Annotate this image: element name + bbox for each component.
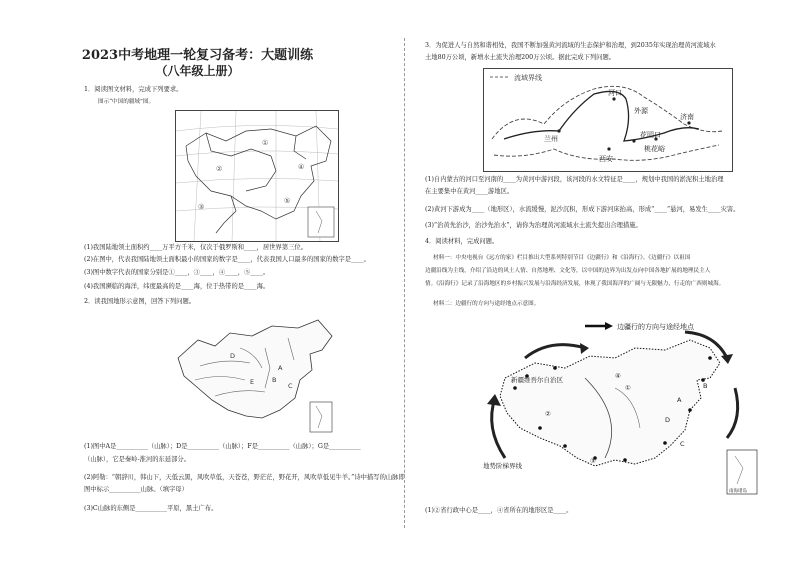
q1-question-b: (2)在图中，代表我国陆地领土面积最小的国家的数字是____，代表我国人口最多的国家的数字是____。 [84,256,370,263]
q1-question-d: (4)我国濒临的海洋，纬度最高的是____海，位于热带的是____海。 [84,283,270,290]
q3-stem: 3．为促进人与自然和谐相处，我国不断加强黄河流域的生态保护和治理，到2035年实现治理黄河流域水 [425,42,716,49]
yr-label-jinan: 济南 [680,113,694,121]
map1-label-5: ⑤ [284,197,291,205]
q2-stem: 2．读我国地形示意图，回答下列问题。 [84,298,196,305]
china-territory-map [175,110,339,242]
tour-label-a: A [677,396,682,404]
tour-label-d: D [665,416,671,424]
q2-question-a: (1)图中A是__________（山脉）；D是__________（山脉）；F是__________（山脉）；G是__________ [84,443,361,450]
column-divider [404,38,405,528]
tour-label-c: C [680,440,685,448]
q1-question-a: (1)我国陆地领土面积约____万平方千米，仅次于俄罗斯和____，居世界第三位。 [84,244,308,251]
yr-label-taohuayu: 桃花峪 [644,145,665,153]
tour-label-1: ① [625,384,631,392]
terrain-label-d: D [230,352,236,360]
q1-map-caption: 图示“中国的疆域”图。 [98,99,155,105]
terrain-south-sea-inset [310,402,332,432]
q3-stem-2: 土地80万公顷，新增水土流失治理200万公顷。据此完成下列问题。 [425,54,616,61]
map1-label-3: ③ [198,203,205,211]
terrain-label-a: A [278,364,283,372]
basin-legend-text: 流域界线 [514,74,542,82]
map1-label-1: ① [262,139,269,147]
yr-label-hekou: 河口 [608,89,622,97]
yellow-river-map [483,68,733,172]
tour-south-sea-inset [727,450,757,494]
china-terrain-map [170,318,340,438]
yr-label-huayuankou: 花园口 [640,131,661,139]
q4-material-1b: 边疆沿线为主线，介绍了沿边的风土人情、自然地理、文化等，以中国的边界为出发点向中国各地扩展的地理民主人 [425,268,711,274]
map1-label-2: ② [216,165,223,173]
q3-question-b: (2)黄河下游成为____（地形区），水流缓慢，泥沙沉积，形成下游河床抬高，形成“____”悬河，易发生____灾害。 [425,206,740,213]
tour-label-3: ③ [590,457,596,465]
tour-south-sea-label: 南海诸岛 [729,489,747,494]
tour-label-b: B [703,382,708,390]
q2-question-c: (3)C山脉的东侧是__________平原，黑土广布。 [84,505,218,512]
border-tour-legend [585,322,695,331]
yr-label-lanzhou: 兰州 [544,135,558,143]
q2-question-b2: 图中标示__________山脉。（填字母） [84,486,188,493]
yr-label-xian: 西安 [599,155,613,163]
q4-material-2: 材料二：边疆行的方向与途经地点示意图。 [433,301,540,307]
q4-material-1a: 材料一：中央电视台《远方的家》栏目推出大型系列特别节目《边疆行》和《沿海行》。《边疆行》以祖国 [433,255,691,261]
q4-stem: 4．阅读材料，完成问题。 [425,238,499,245]
terrain-label-e: E [250,378,255,386]
tour-label-xinjiang: 新疆维吾尔自治区 [511,376,563,384]
q1-question-c: (3)图中数字代表的国家分别是①____，③____，④____，⑤____。 [84,269,270,276]
q3-question-a2: 在主要集中在黄河____游地区。 [425,188,514,195]
border-tour-legend-text: 边疆行的方向与途经地点 [617,323,694,331]
q4-material-1c: 情。《沿海行》记录了沿海地区的乡村振兴发展与沿海经济发展，体现了我国海洋的广阔与无限魅力，行走的广西则城海。 [425,281,725,287]
q1-stem: 1．阅读图文材料，完成下列要求。 [84,86,183,93]
q3-question-c: (3)“治黄先治沙，治沙先治水”，请你为治理黄河流域水土流失提出合理措施。 [425,222,642,229]
terrain-label-c: C [288,382,293,390]
q4-question-a: (1)②省行政中心是____，④省所在的地形区是____。 [425,507,573,514]
tour-label-4: ④ [615,372,621,380]
yr-label-waiyuan: 外源 [634,107,648,115]
page-subtitle: （八年级上册） [155,64,240,78]
map1-label-4: ④ [298,163,305,171]
q2-question-a2: （山脉），它是秦岭-淮河的东延部分。 [84,456,191,463]
tour-label-2: ② [545,410,551,418]
terrain-label-b: B [272,376,277,384]
south-sea-inset [308,207,334,237]
q2-question-b: (2)阿勒：“朝辞川，韩山下，天低云黑，风吹草低，天苍苍，野茫茫，野花开，风吹草低见牛羊。”诗中描写的山脉即 [84,474,405,481]
border-tour-map [465,318,765,500]
page-title: 2023中考地理一轮复习备考：大题训练 [81,48,314,63]
tour-label-border: 地势阶梯界线 [483,462,522,470]
q3-question-a: (1)自内蒙古的河口至河南的____为黄河中游河段，该河段的水文特征是____，规划中我国的淤泥积土地治理 [425,176,724,183]
